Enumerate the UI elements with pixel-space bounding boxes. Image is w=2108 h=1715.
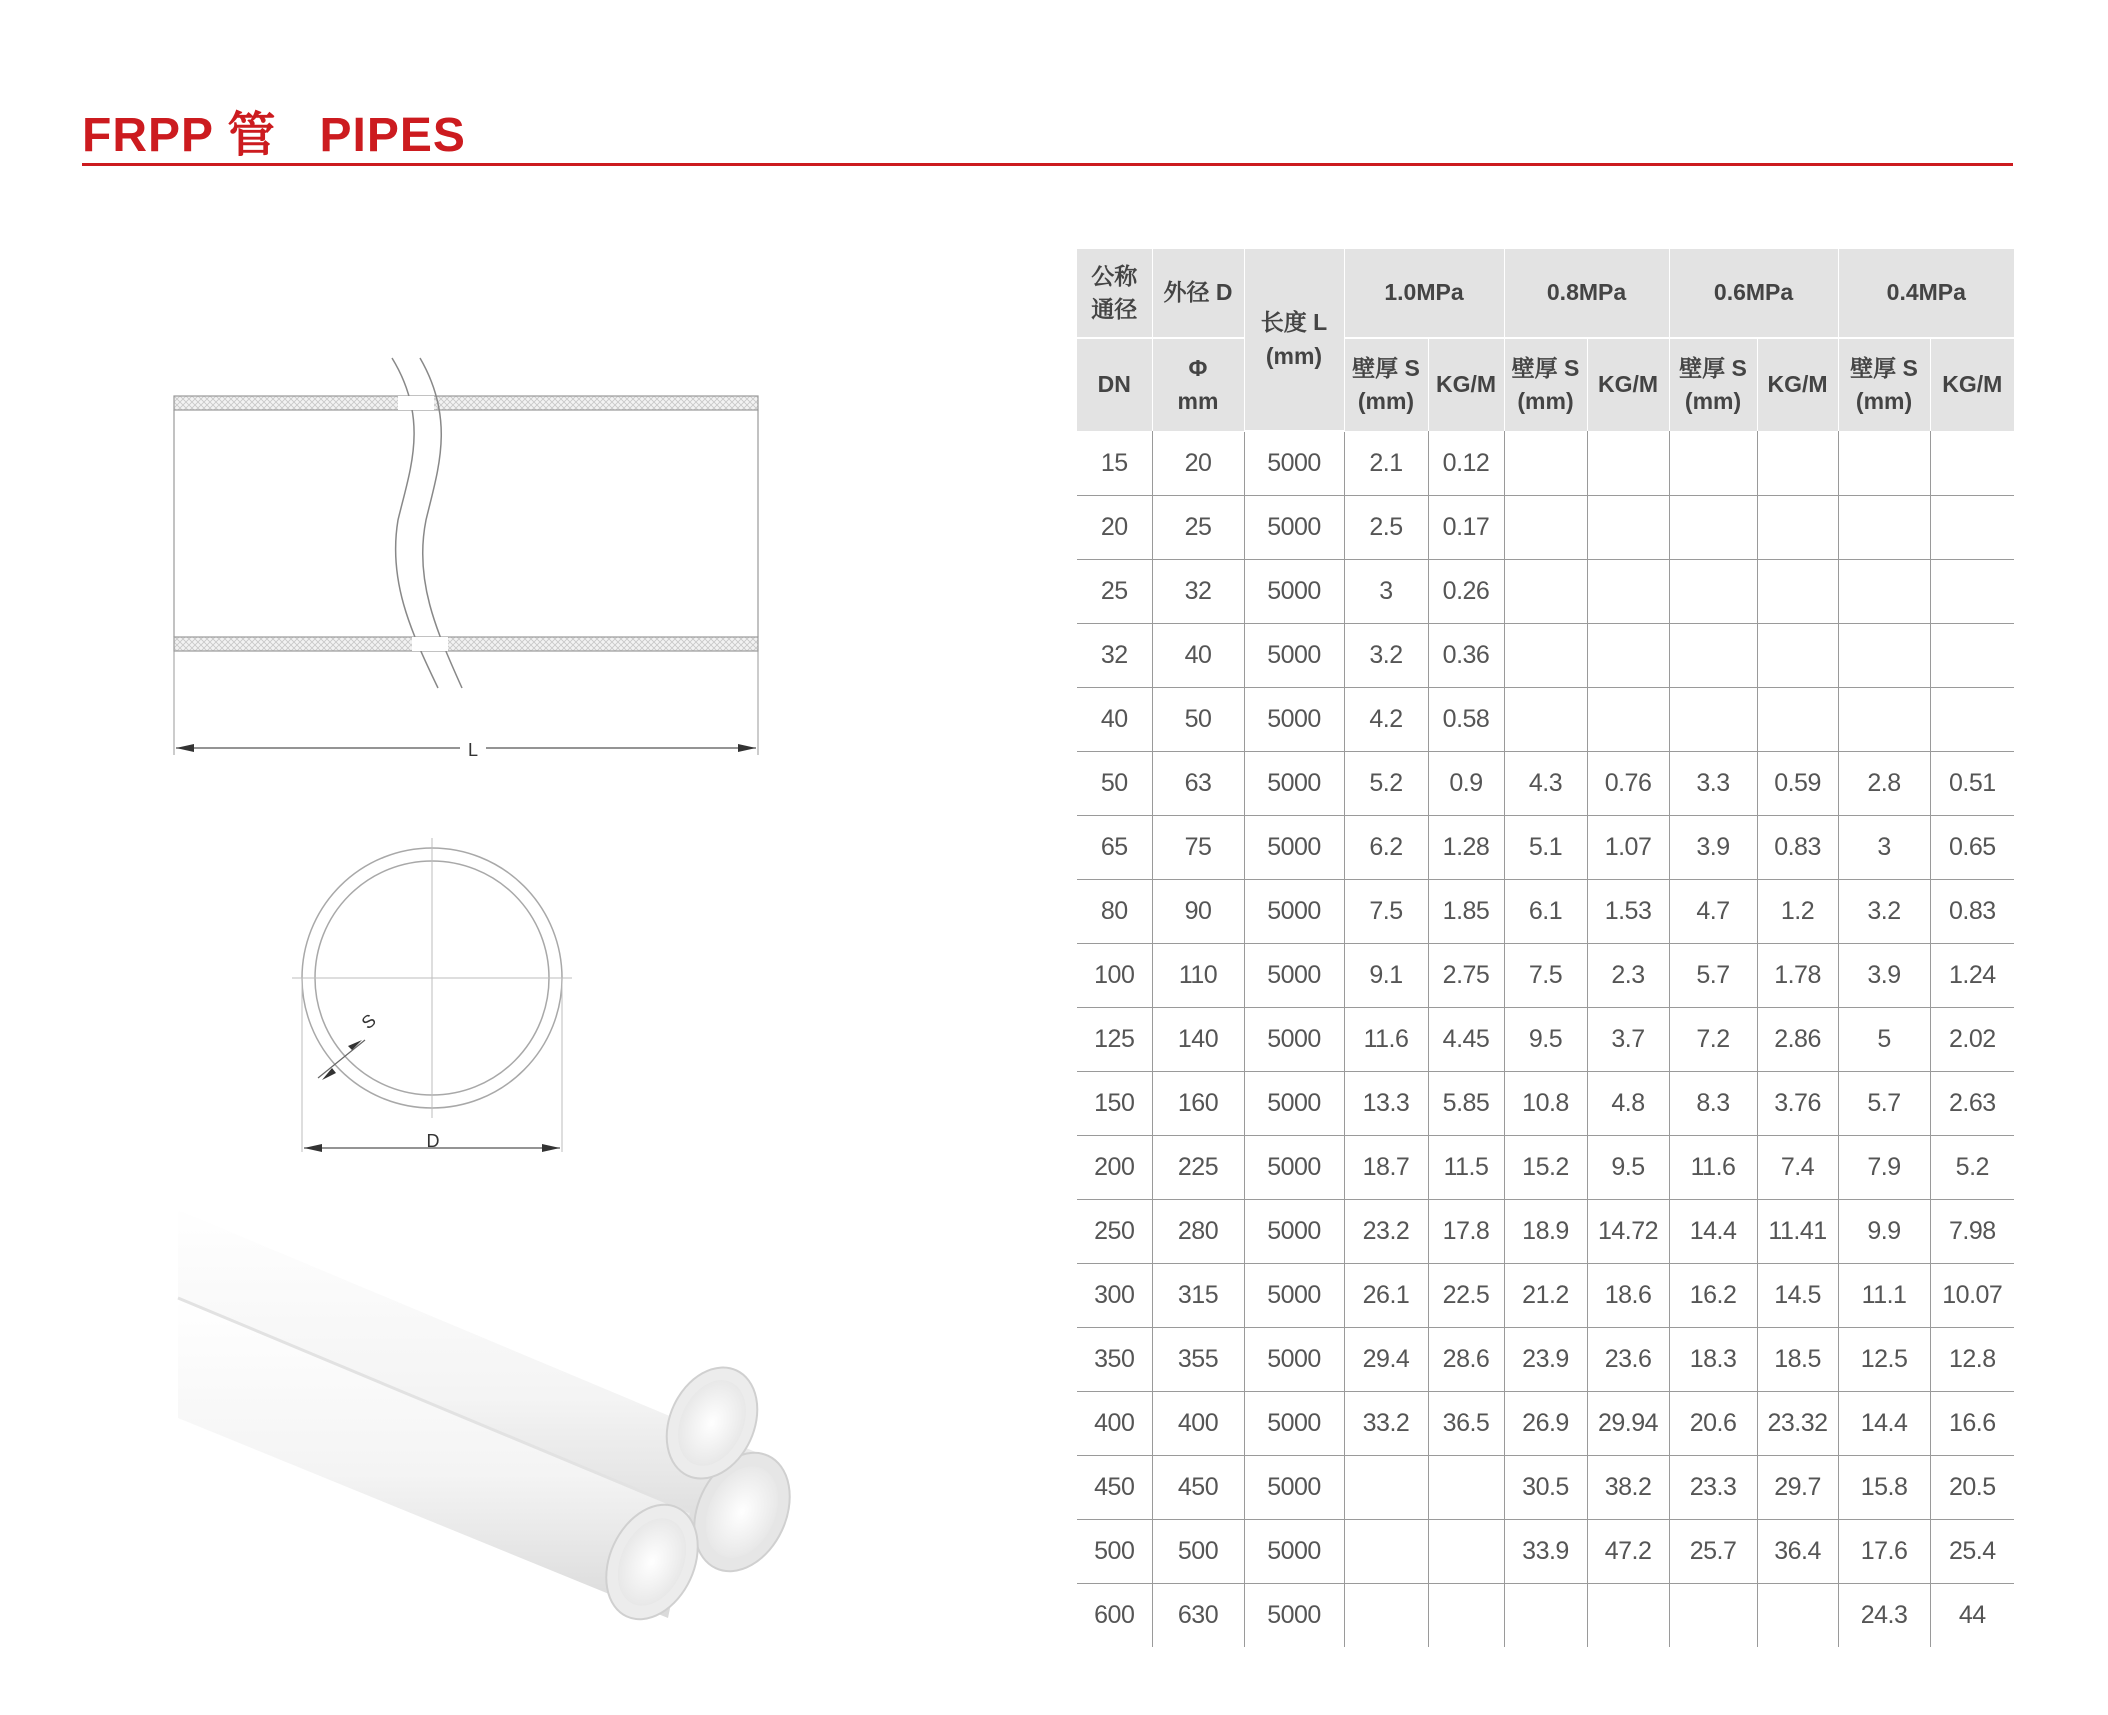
table-cell: 29.4 (1344, 1328, 1428, 1392)
table-cell: 160 (1152, 1072, 1244, 1136)
table-cell (1757, 431, 1838, 496)
table-row (1077, 1008, 2014, 1072)
table-row (1077, 1264, 2014, 1328)
table-cell: 5000 (1244, 560, 1344, 624)
table-cell: 630 (1152, 1584, 1244, 1648)
table-cell: 315 (1152, 1264, 1244, 1328)
table-cell: 63 (1152, 752, 1244, 816)
table-cell: 0.51 (1930, 752, 2014, 816)
table-cell: 33.2 (1344, 1392, 1428, 1456)
table-row (1077, 880, 2014, 944)
table-cell: 11.6 (1669, 1136, 1757, 1200)
table-cell: 28.6 (1428, 1328, 1504, 1392)
header-kgm-0-6: KG/M (1757, 338, 1838, 431)
table-cell: 5000 (1244, 752, 1344, 816)
table-cell (1344, 1520, 1428, 1584)
table-cell (1428, 1520, 1504, 1584)
table-cell: 17.6 (1838, 1520, 1930, 1584)
table-cell: 5 (1838, 1008, 1930, 1072)
table-cell: 32 (1152, 560, 1244, 624)
header-pressure-1-0: 1.0MPa (1344, 249, 1504, 338)
table-cell: 75 (1152, 816, 1244, 880)
table-cell: 7.5 (1504, 944, 1587, 1008)
table-cell: 3 (1344, 560, 1428, 624)
table-cell (1669, 496, 1757, 560)
table-row (1077, 1520, 2014, 1584)
header-dn: DN (1077, 338, 1152, 431)
table-cell: 21.2 (1504, 1264, 1587, 1328)
table-cell: 1.53 (1587, 880, 1669, 944)
table-cell: 29.7 (1757, 1456, 1838, 1520)
table-cell: 3.76 (1757, 1072, 1838, 1136)
header-kgm-0-4: KG/M (1930, 338, 2014, 431)
table-cell: 5000 (1244, 624, 1344, 688)
table-cell: 26.1 (1344, 1264, 1428, 1328)
table-row (1077, 816, 2014, 880)
table-cell (1428, 1584, 1504, 1648)
table-cell: 90 (1152, 880, 1244, 944)
table-cell (1504, 688, 1587, 752)
table-cell: 5000 (1244, 1328, 1344, 1392)
table-cell: 17.8 (1428, 1200, 1504, 1264)
table-cell: 350 (1077, 1328, 1152, 1392)
table-cell: 11.1 (1838, 1264, 1930, 1328)
table-cell: 16.2 (1669, 1264, 1757, 1328)
table-cell: 3.2 (1838, 880, 1930, 944)
table-cell: 0.59 (1757, 752, 1838, 816)
table-row (1077, 1392, 2014, 1456)
diameter-dimension-label: D (426, 1131, 440, 1151)
table-cell: 7.2 (1669, 1008, 1757, 1072)
table-cell: 50 (1077, 752, 1152, 816)
table-row (1077, 560, 2014, 624)
table-cell: 12.5 (1838, 1328, 1930, 1392)
table-cell: 5000 (1244, 1008, 1344, 1072)
table-cell: 3.2 (1344, 624, 1428, 688)
table-cell (1930, 560, 2014, 624)
table-cell: 3.3 (1669, 752, 1757, 816)
header-outer-diameter: 外径 D (1152, 249, 1244, 338)
table-cell: 0.12 (1428, 431, 1504, 496)
table-cell: 10.07 (1930, 1264, 2014, 1328)
table-cell: 50 (1152, 688, 1244, 752)
table-cell: 200 (1077, 1136, 1152, 1200)
table-cell: 3.9 (1838, 944, 1930, 1008)
table-cell: 280 (1152, 1200, 1244, 1264)
table-cell (1669, 560, 1757, 624)
table-cell: 5000 (1244, 496, 1344, 560)
table-cell: 23.3 (1669, 1456, 1757, 1520)
table-cell: 20 (1077, 496, 1152, 560)
table-cell: 5000 (1244, 431, 1344, 496)
header-row-2 (1077, 338, 2014, 431)
table-cell: 23.32 (1757, 1392, 1838, 1456)
table-cell: 3.9 (1669, 816, 1757, 880)
table-row (1077, 944, 2014, 1008)
header-wall-0-8: 壁厚 S (mm) (1504, 338, 1587, 431)
table-cell: 7.9 (1838, 1136, 1930, 1200)
table-cell: 9.1 (1344, 944, 1428, 1008)
table-cell (1587, 431, 1669, 496)
table-cell: 2.75 (1428, 944, 1504, 1008)
table-cell (1587, 496, 1669, 560)
table-cell: 36.5 (1428, 1392, 1504, 1456)
table-cell: 80 (1077, 880, 1152, 944)
table-cell: 10.8 (1504, 1072, 1587, 1136)
table-cell (1930, 624, 2014, 688)
table-cell: 5000 (1244, 880, 1344, 944)
table-cell: 225 (1152, 1136, 1244, 1200)
table-cell: 150 (1077, 1072, 1152, 1136)
table-cell (1504, 496, 1587, 560)
table-cell: 5.7 (1838, 1072, 1930, 1136)
table-row (1077, 624, 2014, 688)
table-cell: 1.85 (1428, 880, 1504, 944)
table-cell: 6.2 (1344, 816, 1428, 880)
table-cell: 20.6 (1669, 1392, 1757, 1456)
table-cell (1757, 1584, 1838, 1648)
page-title: FRPP 管 PIPES (82, 109, 466, 162)
table-cell: 7.98 (1930, 1200, 2014, 1264)
table-cell: 33.9 (1504, 1520, 1587, 1584)
table-cell: 23.2 (1344, 1200, 1428, 1264)
table-cell: 8.3 (1669, 1072, 1757, 1136)
table-row (1077, 1136, 2014, 1200)
table-cell: 15 (1077, 431, 1152, 496)
table-cell: 5000 (1244, 688, 1344, 752)
table-cell: 26.9 (1504, 1392, 1587, 1456)
table-cell: 14.5 (1757, 1264, 1838, 1328)
table-cell: 1.28 (1428, 816, 1504, 880)
table-cell: 2.02 (1930, 1008, 2014, 1072)
table-cell (1838, 496, 1930, 560)
table-cell: 5000 (1244, 1136, 1344, 1200)
table-cell: 600 (1094, 1601, 1135, 1629)
table-cell: 25.4 (1930, 1520, 2014, 1584)
table-cell: 5000 (1244, 816, 1344, 880)
table-cell: 0.83 (1757, 816, 1838, 880)
table-cell: 11.41 (1757, 1200, 1838, 1264)
table-cell: 1.07 (1587, 816, 1669, 880)
table-row (1077, 431, 2014, 496)
pipe-cross-section-drawing (292, 838, 572, 1152)
table-cell (1757, 496, 1838, 560)
length-dimension-label: L (467, 740, 479, 760)
table-cell: 0.58 (1428, 688, 1504, 752)
table-cell: 450 (1077, 1456, 1152, 1520)
table-cell: 2.63 (1930, 1072, 2014, 1136)
table-cell (1504, 560, 1587, 624)
table-cell: 125 (1077, 1008, 1152, 1072)
table-cell: 5000 (1244, 1200, 1344, 1264)
table-cell (1344, 1584, 1428, 1648)
pipe-length-drawing (174, 358, 758, 761)
table-cell: 0.76 (1587, 752, 1669, 816)
table-cell: 25 (1077, 560, 1152, 624)
table-cell: 5.2 (1930, 1136, 2014, 1200)
table-cell: 14.4 (1838, 1392, 1930, 1456)
table-cell (1930, 688, 2014, 752)
table-cell (1757, 688, 1838, 752)
table-cell (1344, 1456, 1428, 1520)
header-nominal-cn: 公称 通径 (1077, 249, 1152, 338)
table-cell: 14.72 (1587, 1200, 1669, 1264)
header-wall-1-0: 壁厚 S (mm) (1344, 338, 1428, 431)
table-cell: 4.2 (1344, 688, 1428, 752)
header-wall-0-6: 壁厚 S (mm) (1669, 338, 1757, 431)
table-cell: 65 (1077, 816, 1152, 880)
table-cell (1587, 688, 1669, 752)
table-cell: 250 (1077, 1200, 1152, 1264)
table-cell (1838, 624, 1930, 688)
table-cell: 29.94 (1587, 1392, 1669, 1456)
table-cell (1838, 560, 1930, 624)
table-cell: 0.36 (1428, 624, 1504, 688)
table-cell: 400 (1077, 1392, 1152, 1456)
table-cell: 0.65 (1930, 816, 2014, 880)
table-cell: 6.1 (1504, 880, 1587, 944)
table-cell: 30.5 (1504, 1456, 1587, 1520)
table-cell (1669, 624, 1757, 688)
table-cell: 5000 (1244, 1584, 1344, 1648)
header-pressure-0-6: 0.6MPa (1669, 249, 1838, 338)
table-cell: 1.24 (1930, 944, 2014, 1008)
table-cell: 18.6 (1587, 1264, 1669, 1328)
table-cell: 12.8 (1930, 1328, 2014, 1392)
table-cell: 11.6 (1344, 1008, 1428, 1072)
table-cell: 2.3 (1587, 944, 1669, 1008)
table-cell: 1.78 (1757, 944, 1838, 1008)
table-row (1077, 1072, 2014, 1136)
pipe-spec-table (1077, 249, 2014, 1647)
table-body (1077, 431, 2014, 1647)
header-wall-0-4: 壁厚 S (mm) (1838, 338, 1930, 431)
table-row (1077, 496, 2014, 560)
table-cell: 11.5 (1428, 1136, 1504, 1200)
table-cell: 5000 (1244, 944, 1344, 1008)
table-row (1077, 1328, 2014, 1392)
table-cell (1428, 1456, 1504, 1520)
table-cell: 5000 (1244, 1456, 1344, 1520)
table-cell: 40 (1152, 624, 1244, 688)
table-cell: 20 (1152, 431, 1244, 496)
table-cell: 2.86 (1757, 1008, 1838, 1072)
table-cell: 5.85 (1428, 1072, 1504, 1136)
table-cell: 16.6 (1930, 1392, 2014, 1456)
table-row (1077, 688, 2014, 752)
table-cell: 4.3 (1504, 752, 1587, 816)
table-cell (1504, 1584, 1587, 1648)
table-cell: 5000 (1244, 1520, 1344, 1584)
table-cell: 450 (1152, 1456, 1244, 1520)
table-cell: 9.9 (1838, 1200, 1930, 1264)
table-cell (1757, 560, 1838, 624)
table-cell: 300 (1077, 1264, 1152, 1328)
table-cell (1587, 1584, 1669, 1648)
table-cell: 32 (1077, 624, 1152, 688)
table-cell: 36.4 (1757, 1520, 1838, 1584)
table-cell: 23.9 (1504, 1328, 1587, 1392)
table-cell: 4.8 (1587, 1072, 1669, 1136)
table-cell (1838, 431, 1930, 496)
table-cell: 5.1 (1504, 816, 1587, 880)
header-pressure-0-8: 0.8MPa (1504, 249, 1669, 338)
table-cell: 3.7 (1587, 1008, 1669, 1072)
header-kgm-0-8: KG/M (1587, 338, 1669, 431)
table-cell: 15.2 (1504, 1136, 1587, 1200)
table-cell: 25.7 (1669, 1520, 1757, 1584)
table-cell (1757, 624, 1838, 688)
table-cell: 0.17 (1428, 496, 1504, 560)
header-length: 长度 L (mm) (1244, 249, 1344, 431)
table-cell: 500 (1152, 1520, 1244, 1584)
table-cell: 400 (1152, 1392, 1244, 1456)
table-cell: 5000 (1244, 1264, 1344, 1328)
table-cell (1930, 431, 2014, 496)
table-cell: 25 (1152, 496, 1244, 560)
table-cell: 18.7 (1344, 1136, 1428, 1200)
header-kgm-1-0: KG/M (1428, 338, 1504, 431)
table-cell: 0.83 (1930, 880, 2014, 944)
table-cell: 5.7 (1669, 944, 1757, 1008)
table-cell: 14.4 (1669, 1200, 1757, 1264)
table-cell (1587, 624, 1669, 688)
table-cell: 7.5 (1344, 880, 1428, 944)
table-cell: 0.9 (1428, 752, 1504, 816)
table-cell (1930, 496, 2014, 560)
table-cell: 3 (1838, 816, 1930, 880)
table-cell (1669, 688, 1757, 752)
table-cell: 24.3 (1838, 1584, 1930, 1648)
table-cell: 2.5 (1344, 496, 1428, 560)
table-cell: 13.3 (1344, 1072, 1428, 1136)
table-cell: 15.8 (1838, 1456, 1930, 1520)
table-cell: 5000 (1244, 1392, 1344, 1456)
table-cell: 2.1 (1344, 431, 1428, 496)
pipes-illustration (178, 1192, 808, 1634)
table-cell: 355 (1152, 1328, 1244, 1392)
table-cell: 140 (1152, 1008, 1244, 1072)
table-cell (1669, 1584, 1757, 1648)
table-cell: 22.5 (1428, 1264, 1504, 1328)
table-cell (1504, 624, 1587, 688)
table-cell: 40 (1077, 688, 1152, 752)
table-row (1077, 1456, 2014, 1520)
table-cell: 20.5 (1930, 1456, 2014, 1520)
table-cell: 38.2 (1587, 1456, 1669, 1520)
table-cell: 7.4 (1757, 1136, 1838, 1200)
header-phi-mm: Φ mm (1152, 338, 1244, 431)
wall-thickness-label: S (357, 1010, 380, 1034)
header-pressure-0-4: 0.4MPa (1838, 249, 2014, 338)
table-cell: 5000 (1244, 1072, 1344, 1136)
table-cell: 18.9 (1504, 1200, 1587, 1264)
table-cell: 18.3 (1669, 1328, 1757, 1392)
table-row (1077, 752, 2014, 816)
table-cell: 5.2 (1344, 752, 1428, 816)
table-cell: 44 (1930, 1584, 2014, 1648)
header-row-1 (1077, 249, 2014, 338)
table-cell (1838, 688, 1930, 752)
table-cell (1669, 431, 1757, 496)
table-cell (1504, 431, 1587, 496)
table-row (1077, 1200, 2014, 1264)
table-row (1077, 1584, 2014, 1648)
table-cell: 500 (1077, 1520, 1152, 1584)
table-cell: 4.7 (1669, 880, 1757, 944)
table-cell: 100 (1077, 944, 1152, 1008)
table-cell: 2.8 (1838, 752, 1930, 816)
table-cell: 9.5 (1587, 1136, 1669, 1200)
table-cell: 0.26 (1428, 560, 1504, 624)
table-cell: 9.5 (1504, 1008, 1587, 1072)
table-cell: 110 (1152, 944, 1244, 1008)
table-cell (1587, 560, 1669, 624)
table-cell: 1.2 (1757, 880, 1838, 944)
table-cell: 23.6 (1587, 1328, 1669, 1392)
table-cell: 18.5 (1757, 1328, 1838, 1392)
table-cell: 4.45 (1428, 1008, 1504, 1072)
table-cell: 47.2 (1587, 1520, 1669, 1584)
